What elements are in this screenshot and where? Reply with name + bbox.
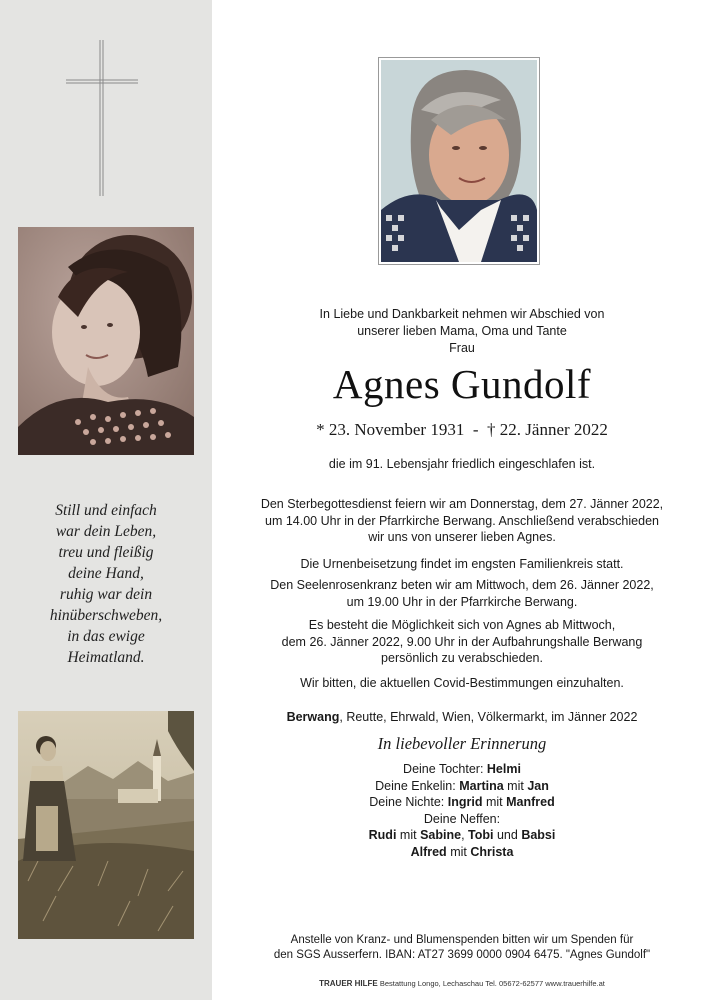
brand-details: Bestattung Longo, Lechaschau Tel. 05672-62577 www.trauerhilfe.at xyxy=(379,979,605,988)
family-member: Helmi xyxy=(486,762,521,776)
text-line: Den Seelenrosenkranz beten wir am Mittwoch, dem 26. Jänner 2022, xyxy=(270,578,654,592)
life-dates xyxy=(252,420,672,440)
family-line xyxy=(252,811,672,828)
family-connector: mit xyxy=(399,828,417,842)
family-member: Tobi xyxy=(468,828,494,842)
text-line: um 14.00 Uhr in der Pfarrkirche Berwang. Anschließend verabschieden xyxy=(265,513,659,528)
cross-icon xyxy=(66,40,138,196)
intro-text xyxy=(252,306,672,357)
brand-name: TRAUER HILFE xyxy=(319,979,378,988)
family-line xyxy=(252,794,672,811)
intro-line: unserer lieben Mama, Oma und Tante xyxy=(357,324,567,338)
covid-paragraph: Wir bitten, die aktuellen Covid-Bestimmungen einzuhalten. xyxy=(300,676,624,690)
funeral-home-credit xyxy=(252,979,672,988)
text-line: Anstelle von Kranz- und Blumenspenden bitten wir um Spenden für xyxy=(290,934,634,946)
poem-line: treu und fleißig xyxy=(58,544,154,561)
family-line xyxy=(252,778,672,795)
family-label: Deine Nichte: xyxy=(369,795,445,809)
intro-line: In Liebe und Dankbarkeit nehmen wir Abschied von xyxy=(319,307,605,321)
deceased-name: Agnes Gundolf xyxy=(332,361,592,407)
family-line xyxy=(252,844,672,861)
family-member: Sabine xyxy=(420,828,462,842)
place-date xyxy=(252,709,672,726)
date-separator: - xyxy=(472,420,479,439)
service-paragraph xyxy=(252,496,672,546)
passed-text: die im 91. Lebensjahr friedlich eingeschlafen ist. xyxy=(328,457,596,471)
poem-line: deine Hand, xyxy=(68,565,144,582)
family-member: Babsi xyxy=(521,828,556,842)
family-member: Christa xyxy=(470,844,514,859)
memory-title: In liebevoller Erinnerung xyxy=(377,734,547,753)
landscape-photo xyxy=(18,711,194,939)
text-line: den SGS Ausserfern. IBAN: AT27 3699 0000 0904 6475. "Agnes Gundolf" xyxy=(273,949,651,961)
family-label: Deine Neffen: xyxy=(423,811,501,826)
poem-line: ruhig war dein xyxy=(59,586,153,603)
main-portrait-photo xyxy=(378,57,540,265)
family-label: Deine Enkelin: xyxy=(375,778,456,793)
family-connector: und xyxy=(496,828,518,842)
family-connector: mit xyxy=(507,778,524,793)
family-member: Rudi xyxy=(368,828,397,842)
birth-date: * 23. November 1931 xyxy=(316,420,465,439)
text-line: wir uns von unserer lieben Agnes. xyxy=(368,530,556,544)
viewing-paragraph xyxy=(252,617,672,667)
text-line: Es besteht die Möglichkeit sich von Agnes ab Mittwoch, xyxy=(308,618,616,632)
poem-line: Still und einfach xyxy=(55,502,157,519)
intro-line: Frau xyxy=(449,341,475,355)
family-connector: mit xyxy=(450,844,467,859)
family-line xyxy=(252,761,672,778)
family-list xyxy=(252,761,672,860)
poem-line: war dein Leben, xyxy=(55,523,157,540)
donation-note xyxy=(252,933,672,963)
family-member: Jan xyxy=(527,778,549,793)
death-date: † 22. Jänner 2022 xyxy=(487,420,608,439)
place-town: Berwang xyxy=(286,710,340,724)
text-line: dem 26. Jänner 2022, 9.00 Uhr in der Aufbahrungshalle Berwang xyxy=(281,634,643,649)
poem-line: in das ewige xyxy=(67,628,145,645)
family-member: Ingrid xyxy=(447,795,483,809)
text-line: um 19.00 Uhr in der Pfarrkirche Berwang. xyxy=(346,594,578,609)
young-portrait-photo xyxy=(18,227,194,455)
place-rest: , Reutte, Ehrwald, Wien, Völkermarkt, im Jänner 2022 xyxy=(339,710,638,724)
poem-line: hinüberschweben, xyxy=(49,607,163,624)
rosary-paragraph xyxy=(252,577,672,610)
text-line: persönlich zu verabschieden. xyxy=(381,651,543,665)
family-connector: mit xyxy=(485,795,503,809)
family-member: Martina xyxy=(459,778,504,793)
poem xyxy=(14,500,198,668)
family-member: Manfred xyxy=(506,795,555,809)
family-line: Rudi mit Sabine, Tobi und Babsi xyxy=(368,828,556,842)
family-member: Alfred xyxy=(410,844,447,859)
text-line: Den Sterbegottesdienst feiern wir am Donnerstag, dem 27. Jänner 2022, xyxy=(260,497,664,511)
family-label: Deine Tochter: xyxy=(403,762,484,776)
urn-paragraph: Die Urnenbeisetzung findet im engsten Familienkreis statt. xyxy=(300,557,624,571)
poem-line: Heimatland. xyxy=(67,649,145,666)
